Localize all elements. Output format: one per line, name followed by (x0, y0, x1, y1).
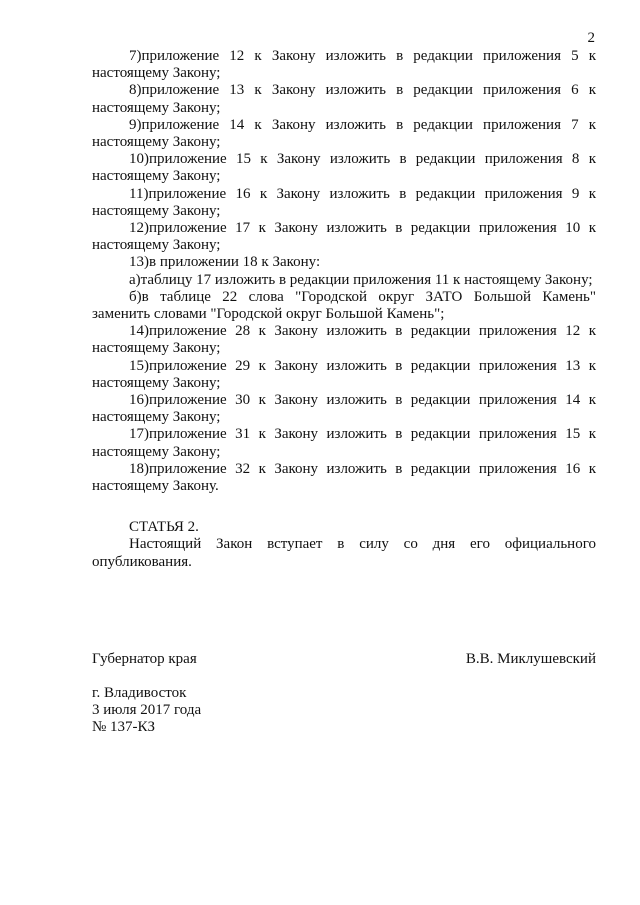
document-body (92, 48, 596, 571)
article-text: Настоящий Закон вступает в силу со дня его официального опубликования. (92, 536, 596, 570)
signatory-name: В.В. Миклушевский (465, 651, 596, 667)
signing-date: 3 июля 2017 года (92, 702, 202, 719)
article-heading: СТАТЬЯ 2. (129, 519, 199, 536)
amendment-item: 14)приложение 28 к Закону изложить в редакции приложения 12 к настоящему Закону; (92, 323, 596, 357)
amendment-item: 9)приложение 14 к Закону изложить в редакции приложения 7 к настоящему Закону; (92, 116, 596, 151)
amendment-item: 16)приложение 30 к Закону изложить в редакции приложения 14 к настоящему Закону; (92, 392, 596, 426)
amendment-item: 7)приложение 12 к Закону изложить в редакции приложения 5 к настоящему Закону; (92, 48, 596, 82)
amendment-item: 17)приложение 31 к Закону изложить в редакции приложения 15 к настоящему Закону; (92, 426, 596, 460)
amendment-item: 18)приложение 32 к Закону изложить в редакции приложения 16 к настоящему Закону. (92, 460, 596, 495)
amendment-item: 10)приложение 15 к Закону изложить в редакции приложения 8 к настоящему Закону; (92, 151, 596, 185)
signatory-title: Губернатор края (92, 651, 197, 667)
law-number: № 137-КЗ (92, 719, 156, 736)
amendment-item: 11)приложение 16 к Закону изложить в редакции приложения 9 к настоящему Закону; (92, 185, 596, 219)
signature-block (92, 651, 596, 668)
page-number: 2 (587, 30, 595, 46)
amendment-item: 8)приложение 13 к Закону изложить в редакции приложения 6 к настоящему Закону; (92, 82, 596, 116)
amendment-item: 12)приложение 17 к Закону изложить в редакции приложения 10 к настоящему Закону; (92, 220, 596, 254)
amendment-subitem: а)таблицу 17 изложить в редакции приложения 11 к настоящему Закону; (129, 271, 593, 288)
document-footer (92, 685, 201, 737)
amendment-subitem: б)в таблице 22 слова "Городской округ ЗАТО Большой Камень" заменить словами "Городской округ Большой Камень"; (92, 288, 596, 323)
amendment-item: 13)в приложении 18 к Закону: (129, 254, 321, 271)
amendment-item: 15)приложение 29 к Закону изложить в редакции приложения 13 к настоящему Закону; (92, 357, 596, 391)
place-of-signing: г. Владивосток (92, 685, 187, 701)
section-spacer (92, 495, 596, 519)
